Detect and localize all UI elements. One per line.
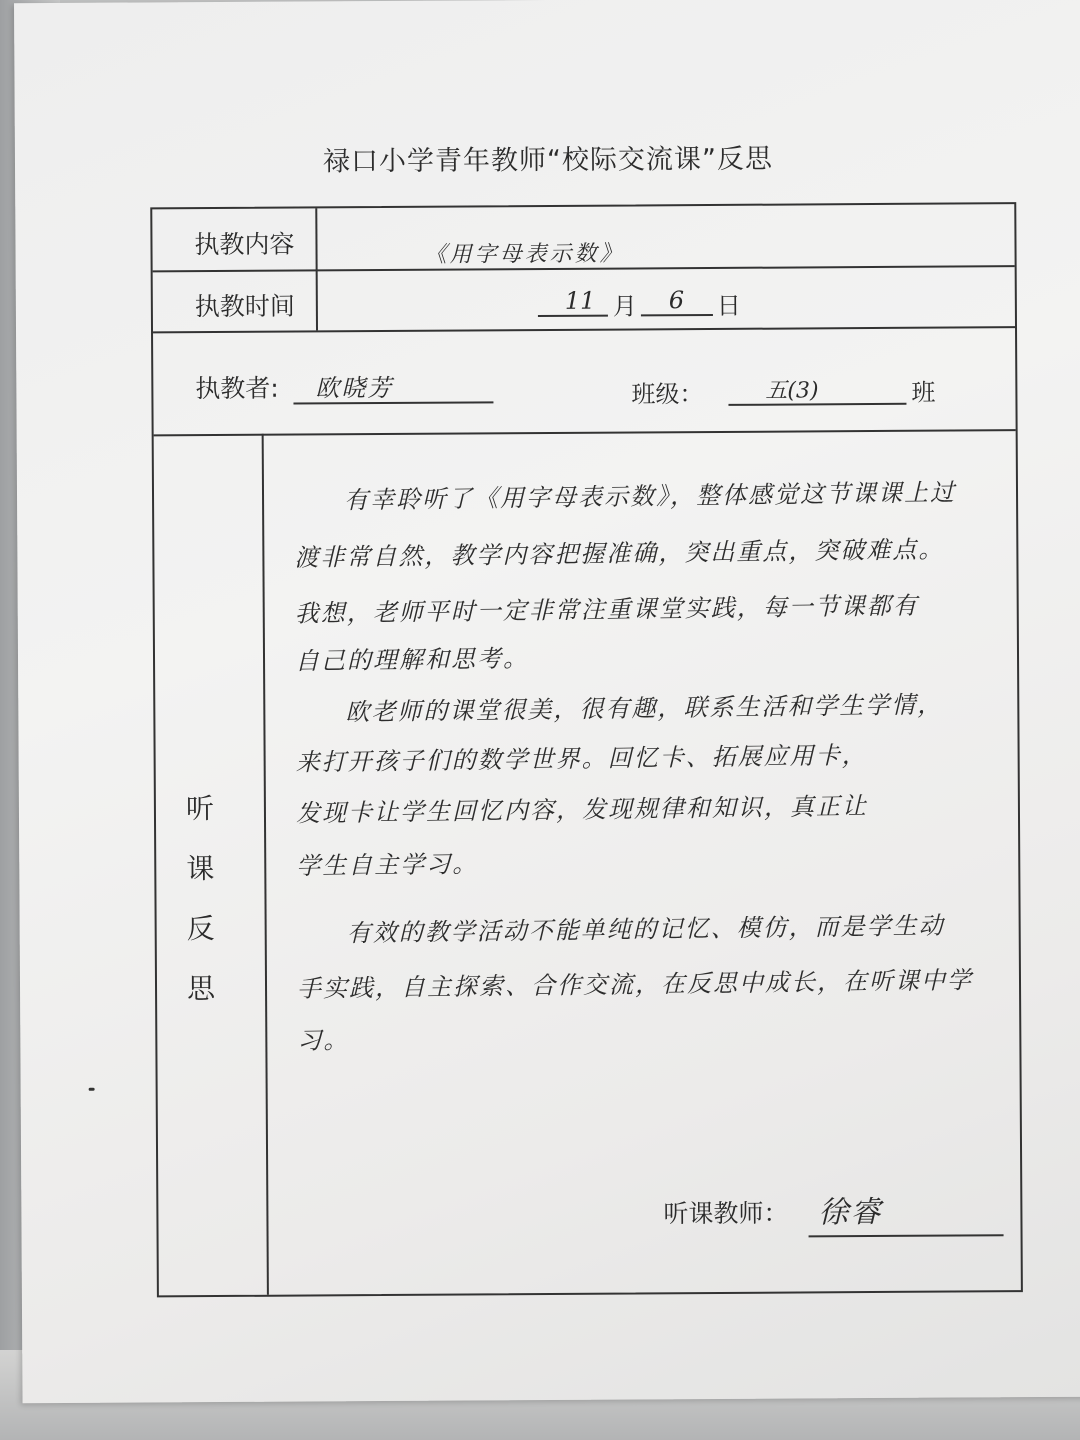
- reflection-label: [180, 779, 221, 1019]
- reflection-label-char: 反: [186, 912, 215, 946]
- reflection-line: 习。: [297, 1026, 350, 1055]
- day-value: 6: [668, 286, 685, 315]
- listener-underline: [809, 1234, 1004, 1237]
- paper-sheet: [14, 0, 1080, 1403]
- class-underline: [728, 403, 906, 406]
- class-unit: 班: [911, 378, 936, 407]
- reflection-line: 发现卡让学生回忆内容，发现规律和知识，真正让: [295, 792, 869, 828]
- month-underline: [538, 315, 608, 317]
- reflection-label-char: 课: [186, 852, 215, 886]
- column-divider-bottom: [262, 434, 269, 1295]
- teacher-underline: [293, 401, 493, 404]
- reflection-line: 有幸聆听了《用字母表示数》，整体感觉这节课课上过: [343, 478, 957, 515]
- reflection-label-char: 听: [185, 792, 215, 826]
- class-label: 班级：: [631, 380, 704, 409]
- listener-signature: 徐睿: [818, 1194, 883, 1231]
- reflection-line: 渡非常自然，教学内容把握准确，突出重点，突破难点。: [294, 535, 945, 572]
- reflection-form-table: [150, 202, 1023, 1297]
- reflection-line: 我想，老师平时一定非常注重课堂实践，每一节课都有: [294, 591, 919, 628]
- day-unit: 日: [716, 291, 741, 320]
- content-value: 《用字母表示数》: [424, 241, 625, 268]
- row-divider-2: [153, 326, 1015, 333]
- class-value: 五(3): [765, 378, 819, 404]
- time-label: 执教时间: [194, 291, 295, 322]
- month-unit: 月: [612, 292, 637, 321]
- reflection-line: 学生自主学习。: [296, 849, 479, 881]
- month-value: 11: [564, 286, 596, 315]
- reflection-line: 欧老师的课堂很美，很有趣，联系生活和学生学情，: [345, 690, 944, 727]
- column-divider-top: [315, 208, 318, 330]
- content-label: 执教内容: [194, 229, 295, 260]
- row-divider-3: [154, 429, 1016, 436]
- reflection-line: 来打开孩子们的数学世界。回忆卡、拓展应用卡，: [295, 741, 868, 777]
- reflection-line: 自己的理解和思考。: [294, 644, 530, 676]
- day-underline: [641, 314, 713, 316]
- document-title: 禄口小学青年教师“校际交流课”反思: [322, 143, 774, 178]
- reflection-label-char: 思: [186, 972, 216, 1006]
- teacher-value: 欧晓芳: [315, 373, 394, 403]
- ink-mark: [89, 1088, 95, 1091]
- teacher-label: 执教者:: [195, 373, 279, 404]
- reflection-line: 有效的教学活动不能单纯的记忆、模仿，而是学生动: [346, 911, 945, 948]
- reflection-line: 手实践，自主探索、合作交流，在反思中成长，在听课中学: [296, 966, 974, 1003]
- listener-label: 听课教师：: [663, 1198, 789, 1229]
